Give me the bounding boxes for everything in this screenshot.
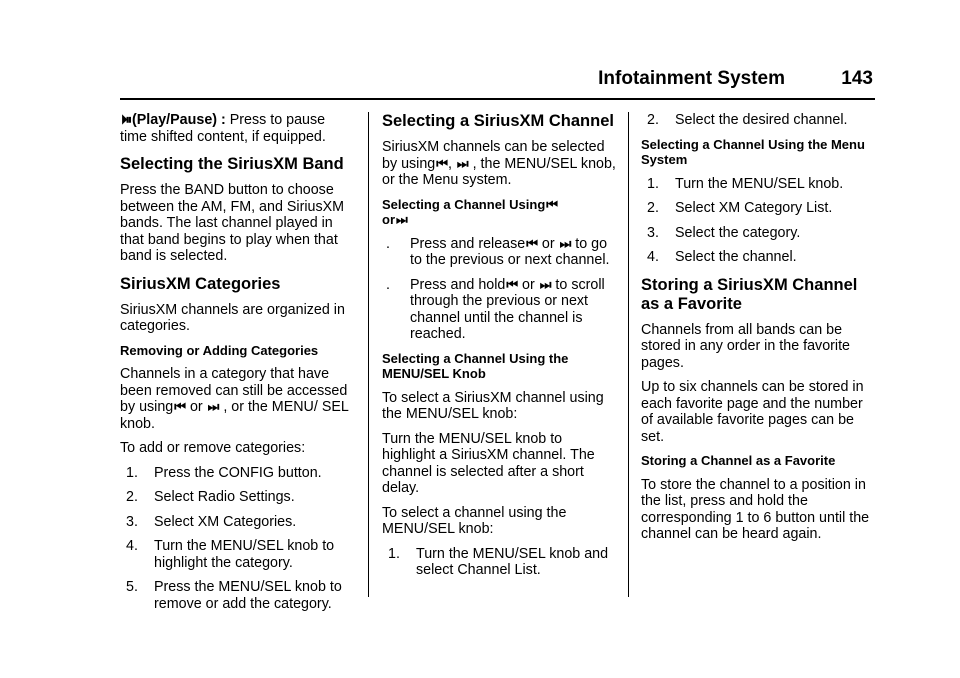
column-divider bbox=[368, 112, 369, 597]
list-item: . Press and release⏮ or ⏭ to go to the previous or next channel. bbox=[386, 235, 610, 268]
column-1 bbox=[120, 112, 356, 620]
seek-back-icon: ⏮ bbox=[526, 235, 536, 251]
todo-paragraph: To add or remove categories: bbox=[120, 440, 306, 456]
heading-band: Selecting the SiriusXM Band bbox=[120, 155, 344, 173]
list-item: 4. Turn the MENU/SEL knob to highlight the category. bbox=[126, 538, 335, 571]
bullet-text-a: Press and release bbox=[410, 235, 526, 252]
categories-paragraph: SiriusXM channels are organized in categories. bbox=[120, 301, 345, 334]
sub-using-text: Selecting a Channel Using bbox=[382, 196, 546, 212]
step-text: Select the channel. bbox=[675, 249, 797, 265]
play-pause-text: Press to pause time shifted content, if equipped. bbox=[120, 112, 326, 145]
step-text: Select the desired channel. bbox=[675, 112, 848, 128]
list-item: 1. Turn the MENU/SEL knob and select Channel List. bbox=[388, 545, 609, 578]
knob-paragraph-3: To select a channel using the MENU/SEL knob: bbox=[382, 504, 567, 537]
step-text: Select XM Category List. bbox=[675, 200, 833, 216]
store-paragraph: To store the channel to a position in the list, press and hold the corresponding 1 to 6 button until the channel can be heard again. bbox=[641, 476, 870, 542]
band-paragraph: Press the BAND button to choose between the AM, FM, and SiriusXM bands. The last channel played in that band begins to play when that band is selected. bbox=[120, 182, 345, 264]
seek-back-icon: ⏮ bbox=[546, 196, 556, 212]
bullet-or: or bbox=[537, 235, 559, 252]
column-3 bbox=[641, 112, 877, 551]
remove-text-b: , or the MENU/ SEL knob. bbox=[120, 399, 349, 432]
seek-forward-icon: ⏭ bbox=[207, 399, 218, 414]
seek-forward-icon: ⏭ bbox=[396, 212, 406, 227]
heading-categories: SiriusXM Categories bbox=[120, 274, 281, 293]
subheading-remove-add: Removing or Adding Categories bbox=[120, 342, 319, 358]
header-title: Infotainment System bbox=[598, 68, 785, 89]
knob-paragraph-1: To select a SiriusXM channel using the MENU/SEL knob: bbox=[382, 389, 604, 422]
step-text: Select XM Categories. bbox=[154, 513, 297, 530]
column-divider bbox=[628, 112, 629, 597]
intro-comma: , bbox=[447, 155, 456, 172]
page-number: 143 bbox=[841, 68, 873, 89]
step-text: Press the CONFIG button. bbox=[154, 464, 322, 481]
play-pause-paragraph bbox=[120, 112, 356, 145]
seek-back-icon: ⏮ bbox=[506, 276, 517, 292]
bullet-text-b: to scroll through the previous or next channel until the channel is reached. bbox=[410, 276, 605, 342]
intro-text-b: , the MENU/SEL knob, or the Menu system. bbox=[382, 155, 616, 188]
play-pause-icon: ⏵⏸ bbox=[121, 112, 130, 127]
heading-favorite: Storing a SiriusXM Channel as a Favorite bbox=[641, 275, 858, 313]
seek-forward-icon: ⏭ bbox=[456, 155, 467, 171]
heading-channel: Selecting a SiriusXM Channel bbox=[382, 112, 614, 130]
remove-paragraph bbox=[120, 366, 356, 432]
column-2 bbox=[382, 112, 618, 587]
list-item: 3. Select the category. bbox=[647, 224, 801, 241]
list-item: 4. Select the channel. bbox=[647, 249, 797, 265]
remove-or: or bbox=[185, 399, 207, 415]
step-text: Select Radio Settings. bbox=[154, 489, 295, 505]
subheading-menu-system: Selecting a Channel Using the Menu System bbox=[641, 136, 865, 167]
page-header bbox=[120, 68, 875, 96]
intro-text-a: SiriusXM channels can be selected by using bbox=[382, 139, 605, 172]
list-item: 2. Select Radio Settings. bbox=[126, 489, 295, 505]
step-text: Press the MENU/SEL knob to remove or add the category. bbox=[154, 579, 342, 612]
seek-forward-icon: ⏭ bbox=[559, 235, 570, 251]
bullet-or: or bbox=[518, 276, 539, 293]
favorite-paragraph-1: Channels from all bands can be stored in any order in the favorite pages. bbox=[641, 321, 851, 371]
step-text: Select the category. bbox=[675, 224, 801, 241]
list-item: 2. Select XM Category List. bbox=[647, 200, 833, 216]
sub-or-text: or bbox=[382, 212, 395, 227]
subheading-using-seek bbox=[382, 197, 618, 228]
header-rule bbox=[120, 98, 875, 100]
subheading-knob: Selecting a Channel Using the MENU/SEL Knob bbox=[382, 350, 569, 381]
bullet-text-a: Press and hold bbox=[410, 276, 506, 293]
knob-paragraph-2: Turn the MENU/SEL knob to highlight a SiriusXM channel. The channel is selected after a short delay. bbox=[382, 430, 595, 496]
list-item: 1. Turn the MENU/SEL knob. bbox=[647, 175, 844, 192]
list-item: 5. Press the MENU/SEL knob to remove or add the category. bbox=[126, 579, 342, 612]
channel-intro bbox=[382, 139, 618, 189]
favorite-paragraph-2: Up to six channels can be stored in each favorite page and the number of available favorite pages can be set. bbox=[641, 379, 864, 445]
list-item: 1. Press the CONFIG button. bbox=[126, 464, 322, 481]
list-item: 3. Select XM Categories. bbox=[126, 513, 297, 530]
seek-back-icon: ⏮ bbox=[174, 399, 184, 414]
subheading-store: Storing a Channel as a Favorite bbox=[641, 453, 836, 468]
play-pause-label: (Play/Pause) : bbox=[132, 112, 226, 128]
list-item: . Press and hold⏮ or ⏭ to scroll through the previous or next channel until the channel is reached. bbox=[386, 276, 605, 342]
step-text: Turn the MENU/SEL knob. bbox=[675, 175, 844, 192]
bullet-text-b: to go to the previous or next channel. bbox=[410, 235, 610, 268]
list-item: 2. Select the desired channel. bbox=[647, 112, 848, 128]
step-text: Turn the MENU/SEL knob to highlight the category. bbox=[154, 538, 335, 571]
seek-back-icon: ⏮ bbox=[436, 155, 446, 171]
seek-forward-icon: ⏭ bbox=[539, 276, 550, 292]
remove-text-a: Channels in a category that have been removed can still be accessed by using bbox=[120, 366, 348, 415]
step-text: Turn the MENU/SEL knob and select Channel List. bbox=[416, 545, 609, 578]
